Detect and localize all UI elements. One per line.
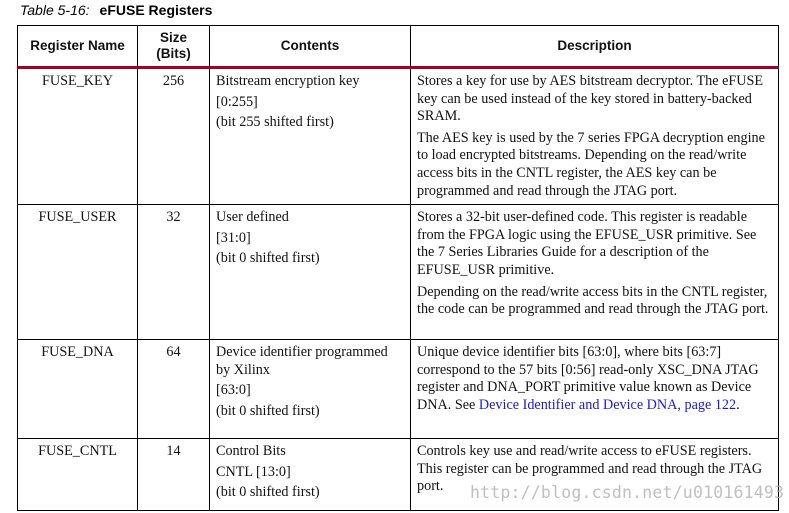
efuse-registers-table [17,25,779,511]
contents-line: Bitstream encryption key [216,73,360,89]
register-contents [210,340,411,439]
register-contents [210,439,411,511]
table-row [18,205,779,340]
contents-line: [0:255] [216,93,258,110]
contents-line: (bit 0 shifted first) [216,484,320,501]
contents-line: CNTL [13:0] [216,463,291,480]
description-paragraph: Stores a 32-bit user-defined code. This register is readable from the FPGA logic using the EFUSE_USR primitive. See the 7 Series Libraries Guide for a description of the EFUSE_USR primitive. [417,209,757,278]
header-register-name: Register Name [18,26,138,68]
register-name: FUSE_USER [18,205,138,340]
description-tail: . [736,396,740,413]
contents-line: (bit 0 shifted first) [216,402,320,419]
table-row [18,340,779,439]
contents-line: [63:0] [216,382,251,399]
contents-line: (bit 255 shifted first) [216,114,334,131]
description-paragraph: Stores a key for use by AES bitstream decryptor. The eFUSE key can be used instead of the key stored in battery-backed SRAM. [417,73,764,125]
description-paragraph: Depending on the read/write access bits in the CNTL register, the code can be programmed and read through the JTAG port. [417,283,769,318]
description-paragraph: The AES key is used by the 7 series FPGA decryption engine to load encrypted bitstreams. Depending on the read/write access bits in the CNTL register, the AES key can be programmed and read through the JTAG port. [417,129,765,199]
register-description [411,68,779,205]
description-paragraph [417,344,772,414]
table-title: eFUSE Registers [99,2,213,18]
header-size-line2: (Bits) [156,46,191,61]
register-size: 256 [138,68,210,205]
table-caption [20,2,212,18]
register-description [411,205,779,340]
description-text: Unique device identifier bits [63:0], where bits [63:7] correspond to the 57 bits [0:56] read-only XSC_DNA JTAG register and DNA_PORT primitive value known as Device DNA. See [417,344,759,413]
header-row [18,26,779,68]
register-name: FUSE_KEY [18,68,138,205]
cross-reference-link[interactable]: Device Identifier and Device DNA, page 122 [478,396,737,413]
register-contents [210,205,411,340]
contents-line: User defined [216,209,289,226]
register-size: 64 [138,340,210,439]
table-row [18,68,779,205]
register-name: FUSE_CNTL [18,439,138,511]
contents-line: Device identifier programmed by Xilinx [216,344,388,378]
header-contents: Contents [210,26,411,68]
header-size-line1: Size [159,30,187,45]
register-name: FUSE_DNA [18,340,138,439]
watermark: http://blog.csdn.net/u010161493 [470,483,785,502]
contents-line: Control Bits [216,443,286,460]
table-number: Table 5-16: [20,2,90,18]
header-size [138,26,210,68]
contents-line: (bit 0 shifted first) [216,250,320,267]
register-size: 32 [138,205,210,340]
register-description [411,340,779,439]
register-contents [210,68,411,205]
register-size: 14 [138,439,210,511]
description-paragraph: Controls key use and read/write access to eFUSE registers. This register can be programmed and read through the JTAG port. [417,443,763,495]
contents-line: [31:0] [216,229,251,246]
header-description: Description [411,26,779,68]
